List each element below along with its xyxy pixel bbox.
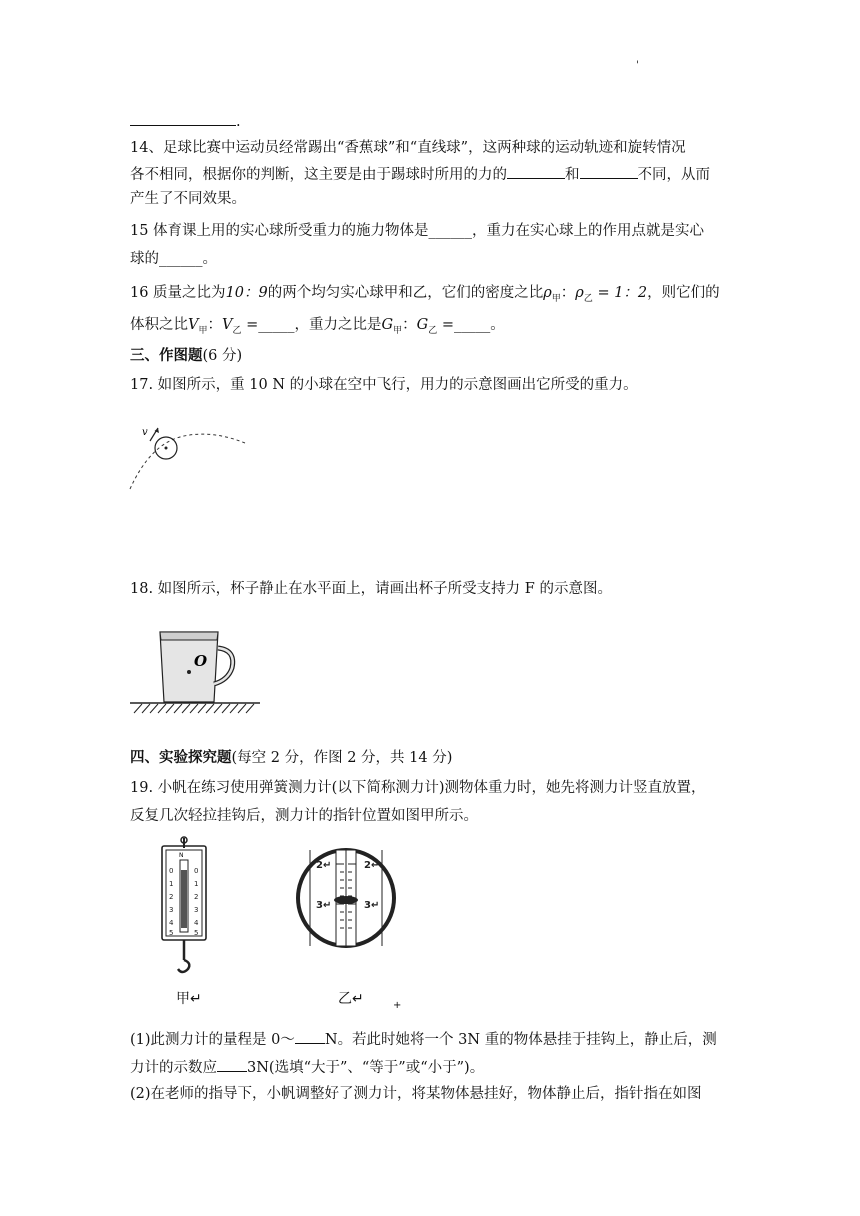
zoomed-scale-figure xyxy=(296,842,396,954)
scale-tick-4-right: 4 xyxy=(194,919,199,927)
answer-blank[interactable] xyxy=(130,110,236,126)
q16-line-1: 16 质量之比为10：9的两个均匀实心球甲和乙，它们的密度之比$\rho_甲$：$\rho_乙 = 1$：2，则它们的 xyxy=(130,285,720,304)
q15-line-2: 球的______。 xyxy=(130,251,217,267)
scale-tick-4: 4 xyxy=(169,919,174,927)
scale-tick-3-right: 3 xyxy=(194,906,199,914)
scale-tick-2-right: 2 xyxy=(194,893,199,901)
q19-line-2: 反复几次轻拉挂钩后，测力计的指针位置如图甲所示。 xyxy=(130,808,478,824)
scale-tick-2: 2 xyxy=(169,893,174,901)
q19-part2-line-1: (2)在老师的指导下，小帆调整好了测力计，将某物体悬挂好，物体静止后，指针指在如图 xyxy=(130,1086,702,1102)
corner-mark: ' xyxy=(636,60,639,71)
answer-blank[interactable] xyxy=(217,1056,247,1072)
ball-trajectory-figure xyxy=(120,415,250,495)
section-3-heading: 三、作图题(6 分) xyxy=(130,348,243,364)
q18-text: 18. 如图所示，杯子静止在水平面上，请画出杯子所受支持力 F 的示意图。 xyxy=(130,581,612,597)
spring-scale-figure xyxy=(160,836,210,984)
q19-line-1: 19. 小帆在练习使用弹簧测力计(以下简称测力计)测物体重力时，她先将测力计竖直放置， xyxy=(130,780,706,796)
zoom-tick-3-right: 3↵ xyxy=(364,900,380,911)
caption-jia: 甲↵ xyxy=(176,991,202,1007)
zoom-tick-2-right: 2↵ xyxy=(364,860,380,871)
zoom-tick-3-left: 3↵ xyxy=(316,900,332,911)
q17-text: 17. 如图所示，重 10 N 的小球在空中飞行，用力的示意图画出它所受的重力。 xyxy=(130,377,638,393)
scale-unit: N xyxy=(179,852,184,859)
caption-yi: 乙↵ xyxy=(338,991,364,1007)
zoom-tick-2-left: 2↵ xyxy=(316,860,332,871)
q19-part1-line-1: (1)此测力计的量程是 0～ N。若此时她将一个 3N 重的物体悬挂于挂钩上，静止后，测 xyxy=(130,1028,717,1050)
q15-line-1: 15 体育课上用的实心球所受重力的施力物体是______，重力在实心球上的作用点就是实心 xyxy=(130,223,705,239)
answer-blank[interactable] xyxy=(580,163,638,179)
q14-line-2: 各不相同，根据你的判断，这主要是由于踢球时所用的力的 和 不同，从而 xyxy=(130,163,710,185)
scale-tick-3: 3 xyxy=(169,906,174,914)
q14-line-1: 14、足球比赛中运动员经常踢出“香蕉球”和“直线球”，这两种球的运动轨迹和旋转情况 xyxy=(130,140,686,156)
q14-line-3: 产生了不同效果。 xyxy=(130,191,246,207)
point-o-label: O xyxy=(194,652,208,670)
q16-line-2: 体积之比$V_甲$：$V_乙$ =_____，重力之比是$G_甲$：$G_乙$ =_____。 xyxy=(130,317,505,336)
scale-tick-0: 0 xyxy=(169,867,174,875)
stray-mark: + xyxy=(393,1000,402,1011)
scale-tick-1: 1 xyxy=(169,880,174,888)
section-4-heading: 四、实验探究题(每空 2 分，作图 2 分，共 14 分) xyxy=(130,750,453,766)
q19-part1-line-2: 力计的示数应 3N(选填“大于”、“等于”或“小于”)。 xyxy=(130,1056,484,1078)
scale-tick-0-right: 0 xyxy=(194,867,199,875)
answer-blank[interactable] xyxy=(507,163,565,179)
scale-tick-5-right: 5 xyxy=(194,929,199,937)
velocity-label: v xyxy=(142,427,148,438)
answer-blank[interactable] xyxy=(295,1028,325,1044)
scale-tick-5: 5 xyxy=(169,929,174,937)
scale-tick-1-right: 1 xyxy=(194,880,199,888)
q13-answer-line: . xyxy=(130,110,241,132)
cup-figure xyxy=(128,628,263,718)
